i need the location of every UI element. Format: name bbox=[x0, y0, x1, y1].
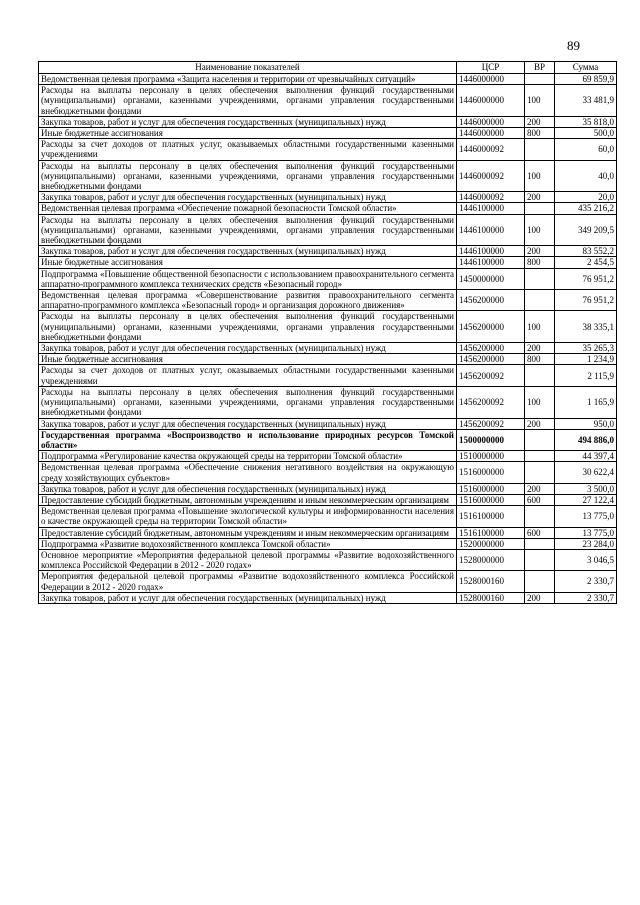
row-code: 1528000160 bbox=[457, 571, 525, 592]
row-vr: 200 bbox=[525, 592, 555, 603]
row-code: 1456200000 bbox=[457, 354, 525, 365]
row-sum: 23 284,0 bbox=[555, 538, 617, 549]
table-row bbox=[39, 343, 617, 354]
table-row bbox=[39, 538, 617, 549]
table-row bbox=[39, 506, 617, 527]
row-code: 1450000000 bbox=[457, 268, 525, 289]
row-name: Иные бюджетные ассигнования bbox=[39, 354, 457, 365]
row-vr: 600 bbox=[525, 494, 555, 505]
row-name: Ведомственная целевая программа «Обеспечение пожарной безопасности Томской области» bbox=[39, 203, 457, 214]
row-vr bbox=[525, 538, 555, 549]
row-name: Государственная программа «Воспроизводство и использование природных ресурсов Томской области» bbox=[39, 429, 457, 450]
row-name: Мероприятия федеральной целевой программы «Развитие водохозяйственного комплекса Российской Федерации в 2012 - 2020 годах» bbox=[39, 571, 457, 592]
row-name: Закупка товаров, работ и услуг для обеспечения государственных (муниципальных) нужд bbox=[39, 192, 457, 203]
row-vr: 200 bbox=[525, 192, 555, 203]
header-code: ЦСР bbox=[457, 62, 525, 74]
row-code: 1456200092 bbox=[457, 418, 525, 429]
row-code: 1456200000 bbox=[457, 311, 525, 343]
row-name: Основное мероприятие «Мероприятия федеральной целевой программы «Развитие водохозяйственного комплекса Российской Федерации в 2012 - 2020 годах» bbox=[39, 549, 457, 570]
row-vr: 200 bbox=[525, 483, 555, 494]
row-code: 1516000000 bbox=[457, 483, 525, 494]
row-sum: 33 481,9 bbox=[555, 85, 617, 117]
row-code: 1528000000 bbox=[457, 549, 525, 570]
row-vr bbox=[525, 74, 555, 85]
row-name: Закупка товаров, работ и услуг для обеспечения государственных (муниципальных) нужд bbox=[39, 483, 457, 494]
row-name: Ведомственная целевая программа «Защита населения и территории от чрезвычайных ситуаций» bbox=[39, 74, 457, 85]
row-vr: 100 bbox=[525, 311, 555, 343]
table-row bbox=[39, 214, 617, 246]
table-row bbox=[39, 128, 617, 139]
row-code: 1446100000 bbox=[457, 246, 525, 257]
row-code: 1456200000 bbox=[457, 343, 525, 354]
table-header-row bbox=[39, 62, 617, 74]
row-name: Расходы на выплаты персоналу в целях обеспечения выполнения функций государственными (муниципальными) органами, казенными учреждениями, органами управления государственными внебюджетными фондами bbox=[39, 311, 457, 343]
table-row bbox=[39, 203, 617, 214]
row-sum: 1 234,9 bbox=[555, 354, 617, 365]
row-vr bbox=[525, 429, 555, 450]
row-vr: 100 bbox=[525, 85, 555, 117]
row-name: Расходы на выплаты персоналу в целях обеспечения выполнения функций государственными (муниципальными) органами, казенными учреждениями, органами управления государственными внебюджетными фондами bbox=[39, 214, 457, 246]
table-row bbox=[39, 116, 617, 127]
row-vr: 600 bbox=[525, 527, 555, 538]
row-name: Расходы за счет доходов от платных услуг, оказываемых областными государственными казенными учреждениями bbox=[39, 365, 457, 386]
row-code: 1516100000 bbox=[457, 506, 525, 527]
row-sum: 69 859,9 bbox=[555, 74, 617, 85]
budget-table bbox=[38, 61, 617, 604]
row-sum: 38 335,1 bbox=[555, 311, 617, 343]
row-name: Расходы на выплаты персоналу в целях обеспечения выполнения функций государственными (муниципальными) органами, казенными учреждениями, органами управления государственными внебюджетными фондами bbox=[39, 85, 457, 117]
row-name: Расходы за счет доходов от платных услуг, оказываемых областными государственными казенными учреждениями bbox=[39, 139, 457, 160]
row-sum: 30 622,4 bbox=[555, 462, 617, 483]
row-vr bbox=[525, 451, 555, 462]
row-name: Предоставление субсидий бюджетным, автономным учреждениям и иным некоммерческим организациям bbox=[39, 494, 457, 505]
row-sum: 27 122,4 bbox=[555, 494, 617, 505]
row-sum: 2 115,9 bbox=[555, 365, 617, 386]
table-body bbox=[39, 74, 617, 604]
row-name: Иные бюджетные ассигнования bbox=[39, 257, 457, 268]
table-row bbox=[39, 592, 617, 603]
row-name: Предоставление субсидий бюджетным, автономным учреждениям и иным некоммерческим организациям bbox=[39, 527, 457, 538]
row-sum: 83 552,2 bbox=[555, 246, 617, 257]
row-vr: 200 bbox=[525, 343, 555, 354]
row-code: 1516000000 bbox=[457, 462, 525, 483]
table-row bbox=[39, 365, 617, 386]
row-vr: 800 bbox=[525, 354, 555, 365]
row-code: 1516100000 bbox=[457, 527, 525, 538]
table-row bbox=[39, 311, 617, 343]
row-sum: 13 775,0 bbox=[555, 506, 617, 527]
table-row bbox=[39, 354, 617, 365]
row-name: Ведомственная целевая программа «Совершенствование развития правоохранительного сегмента аппаратно-программного комплекса «Безопасный город» и организация дорожного движения» bbox=[39, 290, 457, 311]
row-name: Иные бюджетные ассигнования bbox=[39, 128, 457, 139]
row-code: 1446000092 bbox=[457, 192, 525, 203]
row-vr: 200 bbox=[525, 418, 555, 429]
row-vr bbox=[525, 203, 555, 214]
table-row bbox=[39, 429, 617, 450]
row-code: 1446000092 bbox=[457, 160, 525, 192]
header-vr: ВР bbox=[525, 62, 555, 74]
table-row bbox=[39, 257, 617, 268]
row-sum: 3 046,5 bbox=[555, 549, 617, 570]
row-code: 1446000000 bbox=[457, 116, 525, 127]
row-vr: 100 bbox=[525, 214, 555, 246]
row-name: Закупка товаров, работ и услуг для обеспечения государственных (муниципальных) нужд bbox=[39, 246, 457, 257]
row-code: 1500000000 bbox=[457, 429, 525, 450]
row-code: 1456200092 bbox=[457, 365, 525, 386]
header-sum: Сумма bbox=[555, 62, 617, 74]
row-code: 1456200092 bbox=[457, 386, 525, 418]
table-row bbox=[39, 418, 617, 429]
table-row bbox=[39, 192, 617, 203]
row-code: 1520000000 bbox=[457, 538, 525, 549]
row-name: Подпрограмма «Повышение общественной безопасности с использованием правоохранительного сегмента аппаратно-программного комплекса технических средств «Безопасный город» bbox=[39, 268, 457, 289]
row-sum: 13 775,0 bbox=[555, 527, 617, 538]
row-vr bbox=[525, 506, 555, 527]
row-name: Подпрограмма «Регулирование качества окружающей среды на территории Томской области» bbox=[39, 451, 457, 462]
row-code: 1516000000 bbox=[457, 494, 525, 505]
row-sum: 35 818,0 bbox=[555, 116, 617, 127]
row-vr: 200 bbox=[525, 246, 555, 257]
row-sum: 2 330,7 bbox=[555, 571, 617, 592]
row-name: Ведомственная целевая программа «Повышение экологической культуры и информированности населения о качестве окружающей среды на территории Томской области» bbox=[39, 506, 457, 527]
row-sum: 3 500,0 bbox=[555, 483, 617, 494]
row-vr bbox=[525, 571, 555, 592]
row-vr: 200 bbox=[525, 116, 555, 127]
table-row bbox=[39, 290, 617, 311]
row-sum: 349 209,5 bbox=[555, 214, 617, 246]
row-sum: 1 165,9 bbox=[555, 386, 617, 418]
page-number: 89 bbox=[567, 38, 580, 53]
table-row bbox=[39, 483, 617, 494]
row-sum: 2 454,5 bbox=[555, 257, 617, 268]
row-code: 1446000000 bbox=[457, 128, 525, 139]
table-row bbox=[39, 268, 617, 289]
row-sum: 2 330,7 bbox=[555, 592, 617, 603]
table-row bbox=[39, 386, 617, 418]
row-sum: 44 397,4 bbox=[555, 451, 617, 462]
row-name: Закупка товаров, работ и услуг для обеспечения государственных (муниципальных) нужд bbox=[39, 592, 457, 603]
row-code: 1456200000 bbox=[457, 290, 525, 311]
row-vr bbox=[525, 462, 555, 483]
row-sum: 60,0 bbox=[555, 139, 617, 160]
table-row bbox=[39, 139, 617, 160]
row-code: 1446100000 bbox=[457, 214, 525, 246]
row-sum: 40,0 bbox=[555, 160, 617, 192]
table-row bbox=[39, 571, 617, 592]
row-code: 1528000160 bbox=[457, 592, 525, 603]
table-row bbox=[39, 549, 617, 570]
row-vr: 100 bbox=[525, 160, 555, 192]
row-vr: 800 bbox=[525, 128, 555, 139]
row-sum: 76 951,2 bbox=[555, 290, 617, 311]
table-row bbox=[39, 74, 617, 85]
row-vr bbox=[525, 139, 555, 160]
row-sum: 76 951,2 bbox=[555, 268, 617, 289]
row-sum: 435 216,2 bbox=[555, 203, 617, 214]
row-name: Закупка товаров, работ и услуг для обеспечения государственных (муниципальных) нужд bbox=[39, 116, 457, 127]
table-row bbox=[39, 451, 617, 462]
row-name: Закупка товаров, работ и услуг для обеспечения государственных (муниципальных) нужд bbox=[39, 418, 457, 429]
table-row bbox=[39, 246, 617, 257]
row-name: Закупка товаров, работ и услуг для обеспечения государственных (муниципальных) нужд bbox=[39, 343, 457, 354]
row-vr bbox=[525, 549, 555, 570]
table-row bbox=[39, 160, 617, 192]
table-row bbox=[39, 85, 617, 117]
row-vr: 100 bbox=[525, 386, 555, 418]
row-sum: 20,0 bbox=[555, 192, 617, 203]
row-vr bbox=[525, 365, 555, 386]
row-name: Подпрограмма «Развитие водохозяйственного комплекса Томской области» bbox=[39, 538, 457, 549]
row-sum: 35 265,3 bbox=[555, 343, 617, 354]
row-name: Расходы на выплаты персоналу в целях обеспечения выполнения функций государственными (муниципальными) органами, казенными учреждениями, органами управления государственными внебюджетными фондами bbox=[39, 386, 457, 418]
row-code: 1510000000 bbox=[457, 451, 525, 462]
row-code: 1446000092 bbox=[457, 139, 525, 160]
row-code: 1446100000 bbox=[457, 257, 525, 268]
row-vr: 800 bbox=[525, 257, 555, 268]
table-row bbox=[39, 494, 617, 505]
row-code: 1446000000 bbox=[457, 85, 525, 117]
row-code: 1446100000 bbox=[457, 203, 525, 214]
row-sum: 500,0 bbox=[555, 128, 617, 139]
row-sum: 494 886,0 bbox=[555, 429, 617, 450]
row-name: Ведомственная целевая программа «Обеспечение снижения негативного воздействия на окружающую среду хозяйствующих субъектов» bbox=[39, 462, 457, 483]
row-sum: 950,0 bbox=[555, 418, 617, 429]
table-row bbox=[39, 527, 617, 538]
row-name: Расходы на выплаты персоналу в целях обеспечения выполнения функций государственными (муниципальными) органами, казенными учреждениями, органами управления государственными внебюджетными фондами bbox=[39, 160, 457, 192]
row-code: 1446000000 bbox=[457, 74, 525, 85]
row-vr bbox=[525, 290, 555, 311]
header-name: Наименование показателей bbox=[39, 62, 457, 74]
row-vr bbox=[525, 268, 555, 289]
table-row bbox=[39, 462, 617, 483]
